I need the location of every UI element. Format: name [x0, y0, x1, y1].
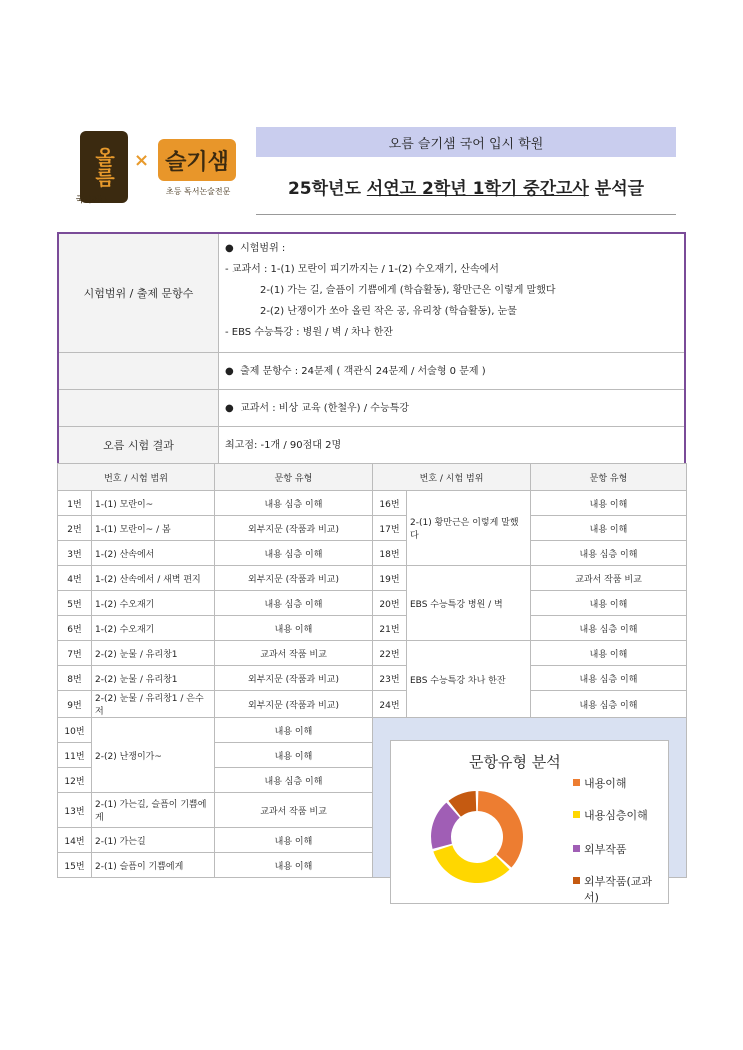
question-type: 내용 심층 이해: [531, 666, 687, 691]
question-count: ● 출제 문항수 : 24문제 ( 객관식 24문제 / 서술형 0 문제 ): [225, 365, 486, 377]
page-title: [256, 170, 676, 202]
textbook-row: [59, 390, 684, 427]
question-type: 내용 이해: [215, 743, 373, 768]
question-number: 1번: [58, 491, 92, 516]
legend-swatch: [573, 779, 580, 786]
header-divider: [256, 214, 676, 215]
question-range: EBS 수능특강 병원 / 벽: [407, 566, 531, 641]
header-right-range: 번호 / 시험 범위: [373, 464, 531, 491]
count-label-spacer: [59, 353, 219, 389]
question-type: 내용 심층 이해: [215, 541, 373, 566]
question-number: 8번: [58, 666, 92, 691]
donut-chart: [417, 777, 537, 897]
question-type: 외부지문 (작품과 비교): [215, 666, 373, 691]
table-row: [58, 691, 687, 718]
scope-line: - EBS 수능특강 : 병원 / 벽 / 차나 한잔: [225, 327, 393, 338]
question-type: 교과서 작품 비교: [531, 566, 687, 591]
question-number: 5번: [58, 591, 92, 616]
donut-slice-1: [478, 791, 523, 868]
question-range: EBS 수능특강 차나 한잔: [407, 641, 531, 718]
question-number: 14번: [58, 828, 92, 853]
question-number: 16번: [373, 491, 407, 516]
question-number: 24번: [373, 691, 407, 718]
times-symbol: ×: [134, 150, 150, 171]
question-number: 12번: [58, 768, 92, 793]
table-header-row: [58, 464, 687, 491]
table-row: [58, 491, 687, 516]
seulgisaem-logo-subtitle: 초등 독서논술전문: [166, 187, 231, 196]
orum-logo-subtitle: 국어전문: [76, 195, 107, 204]
table-row: [58, 641, 687, 666]
exam-info-table: [57, 232, 686, 465]
question-type: 내용 이해: [215, 718, 373, 743]
scope-label: 시험범위 / 출제 문항수: [59, 234, 219, 352]
scope-body: [219, 234, 684, 352]
question-type: 내용 심층 이해: [215, 491, 373, 516]
question-type: 내용 심층 이해: [531, 691, 687, 718]
result-body: [219, 427, 684, 463]
table-row: [58, 516, 687, 541]
question-type: 외부지문 (작품과 비교): [215, 566, 373, 591]
header-right-type: 문항 유형: [531, 464, 687, 491]
question-range: 1-(2) 수오재기: [92, 616, 215, 641]
question-number: 7번: [58, 641, 92, 666]
question-type: 외부지문 (작품과 비교): [215, 516, 373, 541]
question-type-chart: [390, 740, 669, 904]
academy-banner: [256, 127, 676, 157]
question-number: 4번: [58, 566, 92, 591]
scope-line: ● 시험범위 :: [225, 243, 286, 254]
question-range: 1-(1) 모란이~: [92, 491, 215, 516]
question-number: 15번: [58, 853, 92, 878]
question-range: 1-(1) 모란이~ / 봄: [92, 516, 215, 541]
title-underlined: 서연고 2학년 1학기 중간고사: [366, 178, 589, 199]
legend-swatch: [573, 845, 580, 852]
table-row: [58, 591, 687, 616]
legend-swatch: [573, 877, 580, 884]
question-range: 2-(2) 눈물 / 유리창1 / 은수저: [92, 691, 215, 718]
header-left-type: 문항 유형: [215, 464, 373, 491]
question-number: 3번: [58, 541, 92, 566]
table-row: [58, 616, 687, 641]
legend-label: 내용심층이해: [584, 809, 648, 822]
question-range: 2-(2) 난쟁이가~: [92, 718, 215, 793]
donut-slice-2: [433, 845, 509, 883]
question-range: 2-(1) 가는길, 슬픔이 기쁨에게: [92, 793, 215, 828]
question-type: 내용 이해: [531, 516, 687, 541]
table-row: [58, 566, 687, 591]
question-range: 2-(1) 가는길: [92, 828, 215, 853]
question-type: 내용 심층 이해: [531, 541, 687, 566]
title-suffix: 분석글: [588, 178, 645, 199]
academy-name: 오름 슬기샘 국어 입시 학원: [388, 136, 544, 152]
question-type: 내용 이해: [531, 641, 687, 666]
question-number: 17번: [373, 516, 407, 541]
question-number: 9번: [58, 691, 92, 718]
seulgisaem-logo: 슬기샘: [158, 139, 236, 181]
question-number: 22번: [373, 641, 407, 666]
header-left-range: 번호 / 시험 범위: [58, 464, 215, 491]
question-range: 2-(1) 슬픔이 기쁨에게: [92, 853, 215, 878]
question-type: 내용 이해: [531, 591, 687, 616]
legend-swatch: [573, 811, 580, 818]
question-type: 내용 심층 이해: [215, 768, 373, 793]
result-value: 최고점: -1개 / 90점대 2명: [225, 439, 342, 451]
question-type: 교과서 작품 비교: [215, 793, 373, 828]
legend-item: [573, 807, 663, 823]
legend-item: [573, 841, 663, 857]
question-number: 10번: [58, 718, 92, 743]
question-type: 교과서 작품 비교: [215, 641, 373, 666]
question-number: 11번: [58, 743, 92, 768]
question-range: 1-(2) 수오재기: [92, 591, 215, 616]
textbook-body: [219, 390, 684, 426]
table-row: [58, 541, 687, 566]
question-type: 외부지문 (작품과 비교): [215, 691, 373, 718]
table-row: [58, 666, 687, 691]
question-type: 내용 이해: [215, 853, 373, 878]
question-type: 내용 이해: [531, 491, 687, 516]
question-range: 1-(2) 산속에서 / 새벽 편지: [92, 566, 215, 591]
chart-title: 문항유형 분석: [469, 753, 561, 771]
question-number: 6번: [58, 616, 92, 641]
question-number: 23번: [373, 666, 407, 691]
question-number: 18번: [373, 541, 407, 566]
legend-item: [573, 873, 663, 905]
question-range: 2-(2) 눈물 / 유리창1: [92, 666, 215, 691]
result-label: 오름 시험 결과: [59, 427, 219, 463]
question-range: 2-(1) 황만근은 이렇게 말했다: [407, 491, 531, 566]
scope-line: - 교과서 : 1-(1) 모란이 피기까지는 / 1-(2) 수오재기, 산속에서: [225, 264, 499, 275]
question-type: 내용 이해: [215, 616, 373, 641]
question-number: 2번: [58, 516, 92, 541]
question-type: 내용 이해: [215, 828, 373, 853]
question-number: 19번: [373, 566, 407, 591]
scope-row: [59, 234, 684, 353]
legend-label: 외부작품: [584, 843, 627, 856]
legend-label: 내용이해: [584, 777, 627, 790]
question-number: 13번: [58, 793, 92, 828]
orum-logo: 올름: [80, 131, 128, 203]
textbook-label-spacer: [59, 390, 219, 426]
result-row: [59, 427, 684, 463]
question-type: 내용 심층 이해: [531, 616, 687, 641]
count-body: [219, 353, 684, 389]
textbook-info: ● 교과서 : 비상 교육 (한철우) / 수능특강: [225, 402, 409, 414]
table-row: [58, 718, 687, 743]
question-type: 내용 심층 이해: [215, 591, 373, 616]
question-number: 20번: [373, 591, 407, 616]
question-range: 1-(2) 산속에서: [92, 541, 215, 566]
count-row: [59, 353, 684, 390]
question-number: 21번: [373, 616, 407, 641]
question-range: 2-(2) 눈물 / 유리창1: [92, 641, 215, 666]
scope-line: 2-(2) 난쟁이가 쏘아 올린 작은 공, 유리창 (학습활동), 눈물: [225, 306, 517, 317]
title-prefix: 25학년도: [287, 178, 367, 199]
scope-line: 2-(1) 가는 길, 슬픔이 기쁨에게 (학습활동), 황만근은 이렇게 말했다: [225, 285, 556, 296]
legend-label: 외부작품(교과서): [584, 875, 653, 904]
legend-item: [573, 775, 663, 791]
